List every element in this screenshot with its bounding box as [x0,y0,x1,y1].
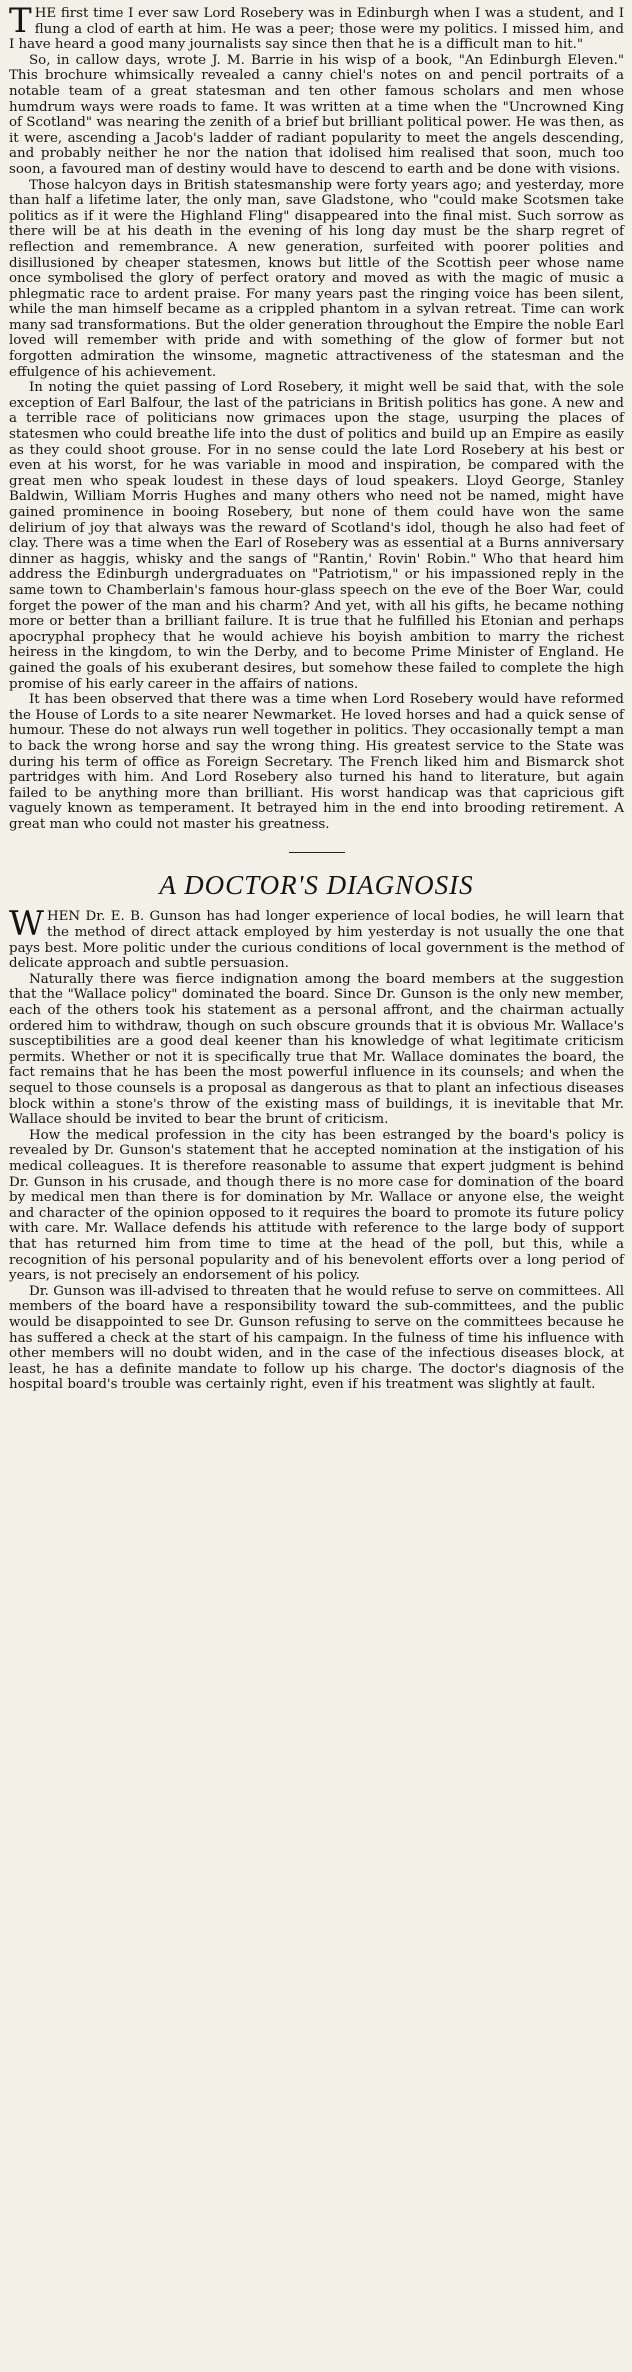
article-paragraph: Dr. Gunson was ill-advised to threaten that he would refuse to serve on committees. All members of the board have a responsibility toward the sub-committees, and the public would be disappointed to see Dr. Gunson refusing to serve on the committees because he has suffered a check at the start of his campaign. In the fulness of time his influence with other members will no doubt widen, and in the case of the infectious diseases block, at least, he has a definite mandate to follow up his charge. The doctor's diagnosis of the hospital board's trouble was certainly right, even if his treatment was slightly at fault. [9,1283,624,1393]
article-paragraph: It has been observed that there was a time when Lord Rosebery would have reformed the House of Lords to a site nearer Newmarket. He loved horses and had a quick sense of humour. These do not always run well together in politics. They occasionally tempt a man to back the wrong horse and say the wrong thing. His greatest service to the State was during his term of office as Foreign Secretary. The French liked him and Bismarck shot partridges with him. And Lord Rosebery also turned his hand to literature, but again failed to be anything more than brilliant. His worst handicap was that capricious gift vaguely known as temperament. It betrayed him in the end into brooding retirement. A great man who could not master his greatness. [9,692,624,832]
drop-cap: T [9,1,32,41]
article-paragraph: THE first time I ever saw Lord Rosebery was in Edinburgh when I was a student, and I flung a clod of earth at him. He was a peer; those were my politics. I missed him, and I have heard a good many journalists say since then that he is a difficult man to hit." [9,1,624,53]
rosebery-editorial [9,1,624,832]
article-paragraph: Those halcyon days in British statesmanship were forty years ago; and yesterday, more than half a lifetime later, the only man, save Gladstone, who "could make Scotsmen take politics as if it were the Highland Fling" disappeared into the final mist. Such sorrow as there will be at his death in the evening of his long day must be the sharp regret of reflection and remembrance. A new generation, surfeited with poorer polities and disillusioned by cheaper statesmen, knows but little of the Scottish peer whose name once symbolised the glory of perfect oratory and moved as with the magic of music a phlegmatic race to ardent praise. For many years past the ringing voice has been silent, while the man himself became as a crippled phantom in a sylvan retreat. Time can work many sad transformations. But the older generation throughout the Empire the noble Earl loved will remember with pride and with something of the glow of former but not forgotten admiration the winsome, magnetic attractiveness of the statesman and the effulgence of his achievement. [9,177,624,380]
article-paragraph: WHEN Dr. E. B. Gunson has had longer experience of local bodies, he will learn that the method of direct attack employed by him yesterday is not usually the one that pays best. More politic under the curious conditions of local government is the method of delicate approach and subtle persuasion. [9,904,624,972]
article-headline: A DOCTOR'S DIAGNOSIS [159,870,474,901]
article-paragraph: How the medical profession in the city has been estranged by the board's policy is revealed by Dr. Gunson's statement that he accepted nomination at the instigation of his medical colleagues. It is therefore reasonable to assume that expert judgment is behind Dr. Gunson in his crusade, and though there is no more case for domination of the board by medical men than there is for domination by Mr. Wallace or anyone else, the weight and character of the opinion opposed to it requires the board to promote its future policy with care. Mr. Wallace defends his attitude with reference to the large body of support that has returned him from time to time at the head of the poll, but this, while a recognition of his personal popularity and of his benevolent efforts over a long period of years, is not precisely an endorsement of his policy. [9,1127,624,1284]
doctor-diagnosis-editorial [9,869,624,1392]
article-paragraph: So, in callow days, wrote J. M. Barrie in his wisp of a book, "An Edinburgh Eleven." This brochure whimsically revealed a canny chiel's notes on and pencil portraits of a notable team of a great statesman and ten other famous scholars and men whose humdrum ways were roads to fame. It was written at a time when the "Uncrowned King of Scotland" was nearing the zenith of a brief but brilliant political power. He was then, as it were, ascending a Jacob's ladder of radiant popularity to meet the angels descending, and probably neither he nor the nation that idolised him realised that soon, much too soon, a favoured man of destiny would have to descend to earth and be done with visions. [9,52,624,177]
section-divider [289,852,345,853]
article-paragraph: In noting the quiet passing of Lord Rosebery, it might well be said that, with the sole exception of Earl Balfour, the last of the patricians in British politics has gone. A new and a terrible race of politicians now grimaces upon the stage, usurping the places of statesmen who could breathe life into the dust of politics and build up an Empire as easily as they could shoot grouse. For in no sense could the late Lord Rosebery at his best or even at his worst, for he was variable in mood and inspiration, be compared with the great men who speak loudest in these days of loud speakers. Lloyd George, Stanley Baldwin, William Morris Hughes and many others who need not be named, might have gained prominence in booing Rosebery, but none of them could have won the same delirium of joy that always was the reward of Scotland's idol, though he also had feet of clay. There was a time when the Earl of Rosebery was as essential at a Burns anniversary dinner as haggis, whisky and the sangs of "Rantin,' Rovin' Robin." Who that heard him address the Edinburgh undergraduates on "Patriotism," or his impassioned reply in the same town to Chamberlain's famous hour-glass speech on the eve of the Boer War, could forget the power of the man and his charm? And yet, with all his gifts, he became nothing more or better than a brilliant failure. It is true that he fulfilled his Etonian and perhaps apocryphal prophecy that he would achieve his boyish ambition to marry the richest heiress in the kingdom, to win the Derby, and to become Prime Minister of England. He gained the goals of his exuberant desires, but somehow these failed to complete the high promise of his early career in the affairs of nations. [9,380,624,692]
article-paragraph: Naturally there was fierce indignation among the board members at the suggestion that the "Wallace policy" dominated the board. Since Dr. Gunson is the only new member, each of the others took his statement as a personal affront, and the chairman actually ordered him to withdraw, though on such obscure grounds that it is obvious Mr. Wallace's susceptibilities are a good deal keener than his knowledge of what legitimate criticism permits. Whether or not it is specifically true that Mr. Wallace dominates the board, the fact remains that he has been the most powerful influence in its counsels; and when the sequel to those counsels is a proposal as dangerous as that to plant an infectious diseases block within a stone's throw of the existing mass of buildings, it is inevitable that Mr. Wallace should be invited to bear the brunt of criticism. [9,971,624,1128]
drop-cap: W [9,904,44,945]
